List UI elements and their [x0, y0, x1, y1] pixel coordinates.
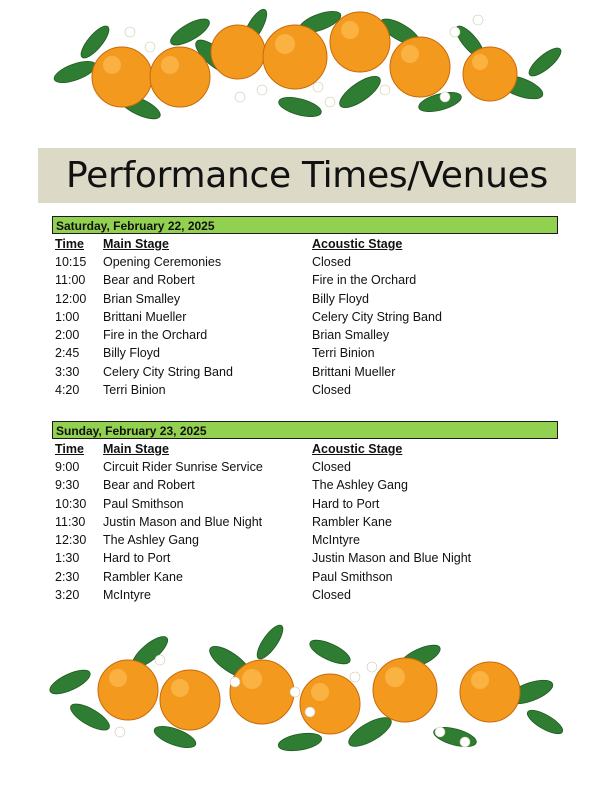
main-stage-cell: Bear and Robert — [103, 478, 195, 493]
main-stage-cell: The Ashley Gang — [103, 533, 199, 548]
time-cell: 9:30 — [55, 478, 80, 493]
main-stage-cell: Bear and Robert — [103, 273, 195, 288]
day-header: Saturday, February 22, 2025 — [52, 216, 558, 234]
main-stage-cell: Circuit Rider Sunrise Service — [103, 460, 263, 474]
time-column-header: Time — [55, 237, 84, 251]
time-cell: 2:00 — [55, 328, 80, 343]
schedule-row — [52, 533, 558, 551]
time-cell: 2:30 — [55, 569, 80, 584]
acoustic-stage-cell: Celery City String Band — [312, 309, 442, 324]
acoustic-stage-cell: Justin Mason and Blue Night — [312, 551, 472, 566]
main-stage-column-header: Main Stage — [103, 237, 169, 251]
acoustic-stage-column-header: Acoustic Stage — [312, 237, 403, 251]
column-headers — [52, 442, 558, 460]
schedule-row — [52, 383, 558, 401]
main-stage-cell: Justin Mason and Blue Night — [103, 514, 263, 529]
main-stage-cell: Terri Binion — [103, 383, 166, 398]
time-cell: 4:20 — [55, 383, 80, 398]
column-headers — [52, 237, 558, 255]
main-stage-cell: McIntyre — [103, 588, 151, 603]
acoustic-stage-cell: The Ashley Gang — [312, 478, 408, 493]
schedule-row — [52, 551, 558, 569]
main-stage-cell: Brittani Mueller — [103, 309, 187, 324]
main-stage-cell: Billy Floyd — [103, 346, 160, 361]
acoustic-stage-cell: Paul Smithson — [312, 569, 393, 584]
time-cell: 1:00 — [55, 309, 80, 324]
main-stage-cell: Brian Smalley — [103, 291, 181, 306]
main-stage-cell: Hard to Port — [103, 551, 171, 566]
schedule-row — [52, 328, 558, 346]
main-stage-cell: Paul Smithson — [103, 496, 184, 511]
main-stage-column-header: Main Stage — [103, 442, 169, 456]
day-header: Sunday, February 23, 2025 — [52, 421, 558, 439]
acoustic-stage-cell: Terri Binion — [312, 346, 375, 361]
acoustic-stage-cell: Hard to Port — [312, 496, 380, 511]
time-cell: 12:00 — [55, 291, 87, 306]
schedule-row — [52, 273, 558, 291]
schedule-row — [52, 588, 558, 606]
schedule-row — [52, 365, 558, 383]
time-cell: 12:30 — [55, 533, 87, 548]
schedule-row — [52, 515, 558, 533]
time-cell: 1:30 — [55, 551, 80, 566]
schedule-saturday — [52, 216, 558, 401]
orange-blossom-garland-top — [0, 2, 612, 142]
time-column-header: Time — [55, 442, 84, 456]
acoustic-stage-cell: McIntyre — [312, 533, 360, 548]
acoustic-stage-column-header: Acoustic Stage — [312, 442, 403, 456]
acoustic-stage-cell: Fire in the Orchard — [312, 273, 417, 288]
orange-fruit-group — [98, 658, 520, 734]
main-stage-cell: Fire in the Orchard — [103, 328, 208, 343]
acoustic-stage-cell: Billy Floyd — [312, 291, 369, 306]
main-stage-cell: Celery City String Band — [103, 364, 233, 379]
time-cell: 3:20 — [55, 588, 80, 603]
schedule-row — [52, 460, 558, 478]
time-cell: 11:30 — [55, 514, 86, 529]
schedule-row — [52, 292, 558, 310]
schedule-row — [52, 310, 558, 328]
schedule-row — [52, 255, 558, 273]
page-title: Performance Times/Venues — [66, 155, 548, 196]
time-cell: 9:00 — [55, 460, 80, 474]
schedule-row — [52, 478, 558, 496]
acoustic-stage-cell: Rambler Kane — [312, 514, 392, 529]
acoustic-stage-cell: Brittani Mueller — [312, 364, 396, 379]
acoustic-stage-cell: Closed — [312, 383, 351, 398]
schedule-row — [52, 346, 558, 364]
schedule-row — [52, 570, 558, 588]
schedule-sunday — [52, 421, 558, 606]
time-cell: 10:15 — [55, 255, 87, 269]
acoustic-stage-cell: Closed — [312, 460, 351, 474]
main-stage-cell: Opening Ceremonies — [103, 255, 222, 269]
time-cell: 11:00 — [55, 273, 86, 288]
time-cell: 10:30 — [55, 496, 87, 511]
time-cell: 2:45 — [55, 346, 80, 361]
orange-blossom-garland-bottom — [0, 622, 612, 772]
time-cell: 3:30 — [55, 364, 80, 379]
title-band — [38, 148, 576, 203]
acoustic-stage-cell: Brian Smalley — [312, 328, 390, 343]
acoustic-stage-cell: Closed — [312, 588, 351, 603]
main-stage-cell: Rambler Kane — [103, 569, 183, 584]
schedule-row — [52, 497, 558, 515]
acoustic-stage-cell: Closed — [312, 255, 351, 269]
